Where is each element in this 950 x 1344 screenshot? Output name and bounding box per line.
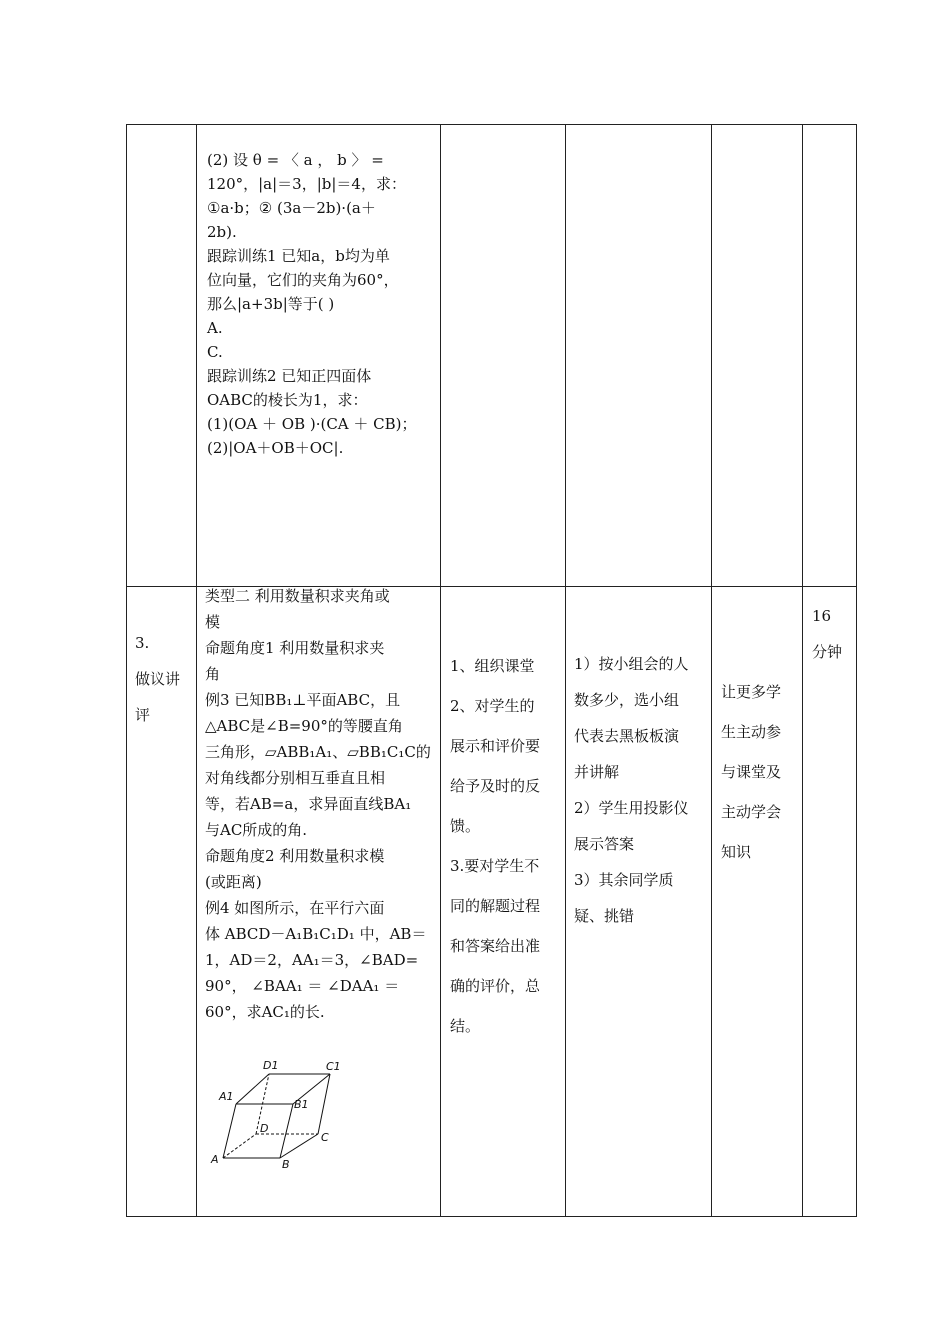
row2-content-cell [205,583,431,1025]
teacher-line: 和答案给出准 [450,937,541,955]
row2-line: 对角线都分别相互垂直且相 [205,769,386,787]
row2-line: 模 [205,613,221,631]
student-line: 疑、挑错 [574,907,635,925]
teacher-line: 1、组织课堂 [450,657,535,675]
row1-line: OABC的棱长为1，求： [207,391,368,409]
row1-line: (2)|OA＋OB＋OC|. [207,439,344,457]
row2-line: 命题角度1 利用数量积求夹 [205,639,385,657]
column-border-left [126,124,127,1217]
teacher-line: 馈。 [450,817,481,835]
label-B1: B1 [294,1098,309,1111]
student-line: 代表去黑板板演 [574,727,680,745]
row1-line: (1)(OA ＋ OB )·(CA ＋ CB)； [207,415,417,433]
row2-line: 类型二 利用数量积求夹角或 [205,587,390,605]
column-border-content [440,124,441,1217]
row2-student-cell [574,646,689,934]
intent-line: 让更多学 [721,683,782,701]
row2-line: (或距离) [205,873,262,891]
teacher-line: 给予及时的反 [450,777,541,795]
row1-line: A. [207,319,223,337]
row1-line: 120°，|a|＝3，|b|＝4，求： [207,175,406,193]
row1-line: 那么|a+3b|等于( ) [207,295,335,313]
table-top-border [126,124,857,125]
label-C: C [321,1131,329,1144]
student-line: 展示答案 [574,835,635,853]
time-line: 分钟 [812,643,843,661]
row2-line: △ABC是∠B=90°的等腰直角 [205,717,403,735]
row2-step-cell [135,625,180,733]
teacher-line: 3.要对学生不 [450,857,540,875]
column-border-step [196,124,197,1217]
teacher-line: 展示和评价要 [450,737,541,755]
row2-line: 体 ABCD－A₁B₁C₁D₁ 中，AB＝ [205,925,427,943]
row2-time-cell [812,598,842,670]
intent-line: 与课堂及 [721,763,782,781]
teacher-line: 2、对学生的 [450,697,535,715]
row2-line: 等，若AB=a，求异面直线BA₁ [205,795,412,813]
teacher-line: 同的解题过程 [450,897,541,915]
intent-line: 生主动参 [721,723,782,741]
label-D: D [260,1122,269,1135]
teacher-line: 结。 [450,1017,481,1035]
row1-line: ①a·b；② (3a－2b)·(a＋ [207,199,376,217]
student-line: 1）按小组会的人 [574,655,689,673]
row2-line: 命题角度2 利用数量积求模 [205,847,385,865]
row1-content-cell [207,148,417,460]
step-line: 做议讲 [135,670,181,688]
label-A1: A1 [219,1090,234,1103]
row2-line: 例3 已知BB₁⊥平面ABC，且 [205,691,401,709]
row2-intent-cell [721,672,781,872]
student-line: 3）其余同学质 [574,871,674,889]
row1-line: 位向量，它们的夹角为60°， [207,271,399,289]
student-line: 数多少，选小组 [574,691,680,709]
label-C1: C1 [326,1060,341,1073]
row2-line: 1，AD＝2，AA₁＝3，∠BAD= [205,951,419,969]
row2-teacher-cell [450,646,540,1046]
parallelepiped-figure [208,1058,348,1170]
label-D1: D1 [263,1059,279,1072]
teacher-line: 确的评价，总 [450,977,541,995]
label-B: B [282,1158,290,1170]
time-line: 16 [812,607,832,625]
row2-line: 例4 如图所示，在平行六面 [205,899,385,917]
student-line: 并讲解 [574,763,620,781]
label-A: A [211,1153,219,1166]
row2-line: 角 [205,665,221,683]
row1-line: (2) 设 θ = 〈 a ， b 〉 = [207,151,384,169]
row1-line: 2b). [207,223,237,241]
row2-line: 三角形，▱ABB₁A₁、▱BB₁C₁C的 [205,743,431,761]
row2-line: 60°，求AC₁的长. [205,1003,325,1021]
row1-line: 跟踪训练1 已知a，b均为单 [207,247,390,265]
step-line: 3. [135,634,150,652]
row2-line: 与AC所成的角. [205,821,308,839]
row2-line: 90°， ∠BAA₁ ＝ ∠DAA₁ ＝ [205,977,400,995]
student-line: 2）学生用投影仪 [574,799,689,817]
column-border-intent [802,124,803,1217]
column-border-right [856,124,857,1217]
intent-line: 知识 [721,843,752,861]
table-bottom-border [126,1216,857,1217]
column-border-teacher [565,124,566,1217]
row1-line: C. [207,343,223,361]
step-line: 评 [135,706,151,724]
row1-line: 跟踪训练2 已知正四面体 [207,367,372,385]
intent-line: 主动学会 [721,803,782,821]
column-border-student [711,124,712,1217]
